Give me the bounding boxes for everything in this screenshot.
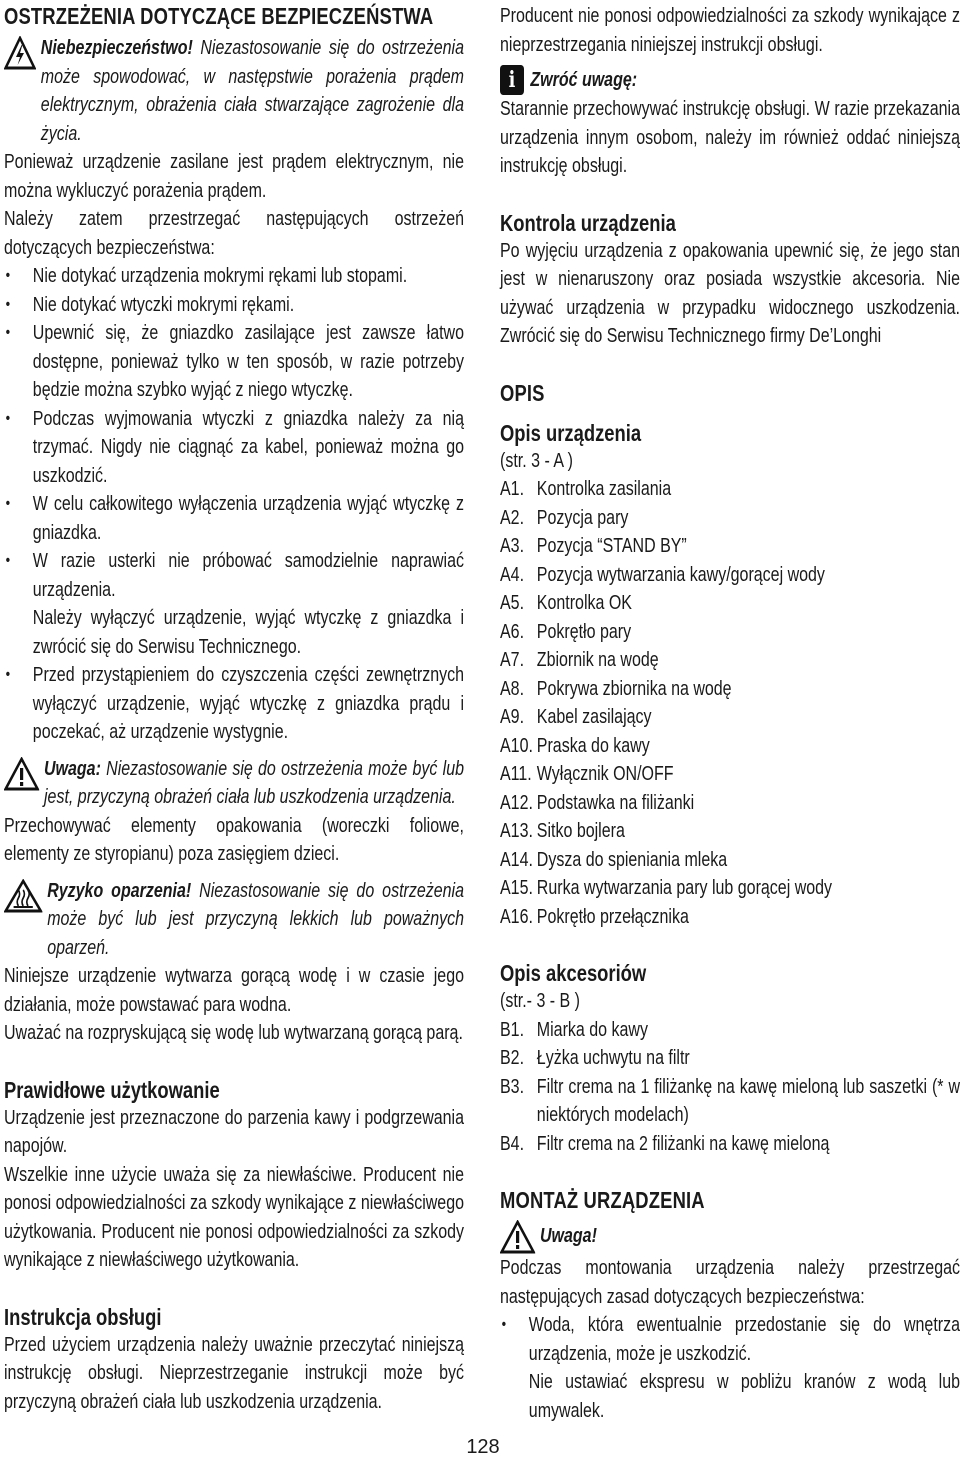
paragraph: Należy zatem przestrzegać następujących ostrzeżeń dotyczących bezpieczeństwa:: [4, 208, 464, 259]
item-number: A13.: [500, 820, 533, 842]
bullet-continuation: Nie ustawiać ekspresu w pobliżu kranów z wodą lub umywalek.: [528, 1371, 960, 1422]
item-number: A3.: [500, 535, 525, 557]
warning-triangle-icon: [4, 757, 39, 791]
paragraph: Po wyjęciu urządzenia z opakowania upewnić się, że jego stan jest w nienaruszony oraz posiada wszystkie akcesoria. Nie używać urządzenia w przypadku widocznego uszkodzenia. Zwrócić się do Serwisu Technicznego firmy De’Longhi: [500, 239, 960, 347]
item-number: A10.: [500, 734, 533, 757]
paragraph: Ponieważ urządzenie zasilane jest prądem elektrycznym, nie można wykluczyć porażenia prądem.: [4, 151, 464, 202]
device-description-heading: Opis urządzenia: [500, 419, 642, 446]
item-label: Miarka do kawy: [536, 1018, 648, 1041]
list-item: [500, 817, 960, 846]
item-label: Filtr crema na 2 filiżanki na kawę mieloną: [536, 1132, 830, 1155]
item-label: Pozycja “STAND BY”: [536, 535, 687, 557]
accessories-heading: Opis akcesoriów: [500, 960, 647, 986]
assembly-caution: [500, 1218, 960, 1254]
item-label: Dysza do spieniania mleka: [536, 848, 728, 871]
list-item: [500, 561, 960, 590]
paragraph: Wszelkie inne użycie uważa się za niewłaściwe. Producent nie ponosi odpowiedzialności za szkody wynikające z niewłaściwego użytkowania. Producent nie ponosi odpowiedzialności za szkody wynikające z niewłaściwego użytkowania.: [4, 1163, 464, 1271]
assembly-heading: MONTAŻ URZĄDZENIA: [500, 1187, 705, 1213]
caution-warning: [4, 755, 464, 812]
item-label: Zbiornik na wodę: [536, 649, 659, 671]
instructions-heading: Instrukcja obsługi: [4, 1303, 162, 1330]
item-number: B2.: [500, 1047, 525, 1069]
list-item: [500, 874, 960, 903]
bullet-item: • Upewnić się, że gniazdko zasilające jest zawsze łatwo dostępne, ponieważ tylko w ten sposób, w razie potrzeby będzie można szybko wyjąć z niego wtyczkę.: [4, 319, 464, 405]
item-label: Kontrolka zasilania: [536, 478, 672, 500]
device-check-heading: Kontrola urządzenia: [500, 209, 676, 236]
accessories-reference: (str.- 3 - B ): [500, 990, 580, 1012]
device-reference: (str. 3 - A ): [500, 449, 573, 472]
paragraph: Uważać na rozpryskującą się wodę lub wytwarzaną gorącą parą.: [4, 1022, 463, 1044]
item-label: Kabel zasilający: [536, 706, 652, 728]
list-item: [500, 1016, 960, 1045]
item-number: A15.: [500, 877, 533, 899]
list-item: [500, 532, 960, 561]
safety-bullet-list: [4, 262, 464, 747]
info-icon: i: [500, 65, 524, 95]
item-number: A11.: [500, 763, 532, 785]
item-label: Pokrętło przełącznika: [536, 905, 689, 928]
item-number: A8.: [500, 677, 525, 700]
item-number: A1.: [500, 478, 525, 500]
item-number: A4.: [500, 563, 525, 586]
list-item: [500, 732, 960, 761]
list-item: [500, 589, 960, 618]
left-column: [4, 0, 464, 1416]
hot-surface-icon: [4, 879, 42, 913]
bullet-item: • Nie dotykać urządzenia mokrymi rękami lub stopami.: [4, 262, 464, 291]
item-label: Wyłącznik ON/OFF: [536, 763, 674, 785]
item-number: A9.: [500, 706, 525, 728]
list-item: [500, 760, 960, 789]
list-item: [500, 1073, 960, 1130]
item-label: Praska do kawy: [536, 734, 650, 757]
list-item: [500, 1130, 960, 1159]
list-item: [500, 789, 960, 818]
item-label: Kontrolka OK: [536, 592, 632, 614]
list-item: [500, 903, 960, 932]
burn-label: Ryzyko oparzenia!: [47, 879, 192, 902]
item-number: A6.: [500, 620, 525, 643]
safety-heading: OSTRZEŻENIA DOTYCZĄCE BEZPIECZEŃSTWA: [4, 3, 434, 29]
bullet-continuation: Należy wyłączyć urządzenie, wyjąć wtyczkę z gniazdka i zwrócić się do Serwisu Technicznego.: [32, 607, 465, 658]
paragraph: Przed użyciem urządzenia należy uważnie przeczytać niniejszą instrukcję obsługi. Nieprzestrzeganie instrukcji może być przyczyną obrażeń ciała lub uszkodzenia urządzenia.: [4, 1333, 464, 1413]
item-number: B3.: [500, 1075, 525, 1098]
list-item: [500, 475, 960, 504]
burn-text: Niezastosowanie się do ostrzeżenia może być lub jest przyczyną lekkich lub poważnych oparzeń.: [47, 879, 464, 959]
paragraph: Producent nie ponosi odpowiedzialności za szkody wynikające z nieprzestrzegania niniejszej instrukcji obsługi.: [500, 5, 960, 56]
item-number: A2.: [500, 506, 525, 529]
item-label: Pokrętło pary: [536, 620, 632, 643]
item-number: A16.: [500, 905, 533, 928]
bullet-item: • Podczas wyjmowania wtyczki z gniazdka należy za nią trzymać. Nigdy nie ciągnąć za kabel, ponieważ można go uszkodzić.: [4, 405, 464, 491]
item-number: A7.: [500, 649, 525, 671]
assembly-bullet-list: [500, 1311, 960, 1425]
assembly-caution-label: Uwaga!: [540, 1224, 597, 1247]
danger-label: Niebezpieczeństwo!: [40, 37, 193, 59]
paragraph: Podczas montowania urządzenia należy przestrzegać następujących zasad dotyczących bezpieczeństwa:: [500, 1257, 960, 1308]
item-label: Pozycja pary: [536, 506, 629, 529]
list-item: [500, 846, 960, 875]
list-item: [500, 618, 960, 647]
electric-hazard-icon: [4, 36, 36, 70]
list-item: [500, 703, 960, 732]
item-number: B1.: [500, 1018, 525, 1041]
right-column: [500, 0, 960, 1425]
page-number: 128: [466, 1436, 500, 1458]
note-header: [500, 65, 960, 95]
list-item: [500, 1044, 960, 1073]
danger-text: Niezastosowanie się do ostrzeżenia może spowodować, w następstwie porażenia prądem elektrycznym, obrażenia ciała stwarzające zagrożenie dla życia.: [40, 37, 465, 145]
item-label: Sitko bojlera: [536, 820, 625, 842]
item-label: Pokrywa zbiornika na wodę: [536, 677, 732, 700]
device-parts-list: [500, 475, 960, 931]
item-label: Pozycja wytwarzania kawy/gorącej wody: [536, 563, 825, 586]
item-number: B4.: [500, 1132, 525, 1155]
proper-use-heading: Prawidłowe użytkowanie: [4, 1076, 220, 1103]
list-item: [500, 646, 960, 675]
note-label: Zwróć uwagę:: [530, 68, 638, 91]
description-heading: OPIS: [500, 379, 545, 406]
item-number: A12.: [500, 791, 533, 814]
bullet-item: • Woda, która ewentualnie przedostanie się do wnętrza urządzenia, może je uszkodzić.: [500, 1311, 960, 1368]
caution-text: Niezastosowanie się do ostrzeżenia może być lub jest, przyczyną obrażeń ciała lub uszkodzenia urządzenia.: [44, 757, 465, 808]
bullet-item: • Przed przystąpieniem do czyszczenia części zewnętrznych wyłączyć urządzenie, wyjąć wtyczkę z gniazdka prądu i poczekać, aż urządzenie wystygnie.: [4, 661, 464, 747]
item-label: Filtr crema na 1 filiżankę na kawę mieloną lub saszetki (* w niektórych modelach): [536, 1075, 960, 1126]
item-number: A14.: [500, 848, 533, 871]
paragraph: Niniejsze urządzenie wytwarza gorącą wodę i w czasie jego działania, może powstawać para wodna.: [4, 965, 464, 1016]
list-item: [500, 675, 960, 704]
item-number: A5.: [500, 592, 525, 614]
paragraph: Przechowywać elementy opakowania (woreczki foliowe, elementy ze styropianu) poza zasięgiem dzieci.: [4, 814, 464, 865]
caution-label: Uwaga:: [44, 757, 101, 780]
item-label: Rurka wytwarzania pary lub gorącej wody: [536, 877, 833, 899]
accessories-list: [500, 1016, 960, 1159]
bullet-item: • W celu całkowitego wyłączenia urządzenia wyjąć wtyczkę z gniazdka.: [4, 490, 464, 547]
paragraph: Urządzenie jest przeznaczone do parzenia kawy i podgrzewania napojów.: [4, 1106, 464, 1157]
danger-warning: [4, 34, 464, 148]
list-item: [500, 504, 960, 533]
warning-triangle-icon: [500, 1220, 535, 1254]
burn-warning: [4, 877, 464, 963]
item-label: Łyżka uchwytu na filtr: [536, 1047, 690, 1069]
note-text: Starannie przechowywać instrukcję obsługi. W razie przekazania urządzenia innym osobom, należy im również oddać niniejszą instrukcję obsługi.: [500, 98, 960, 177]
bullet-item: • W razie usterki nie próbować samodzielnie naprawiać urządzenia.: [4, 547, 464, 604]
bullet-item: • Nie dotykać wtyczki mokrymi rękami.: [4, 291, 464, 320]
item-label: Podstawka na filiżanki: [536, 791, 695, 814]
